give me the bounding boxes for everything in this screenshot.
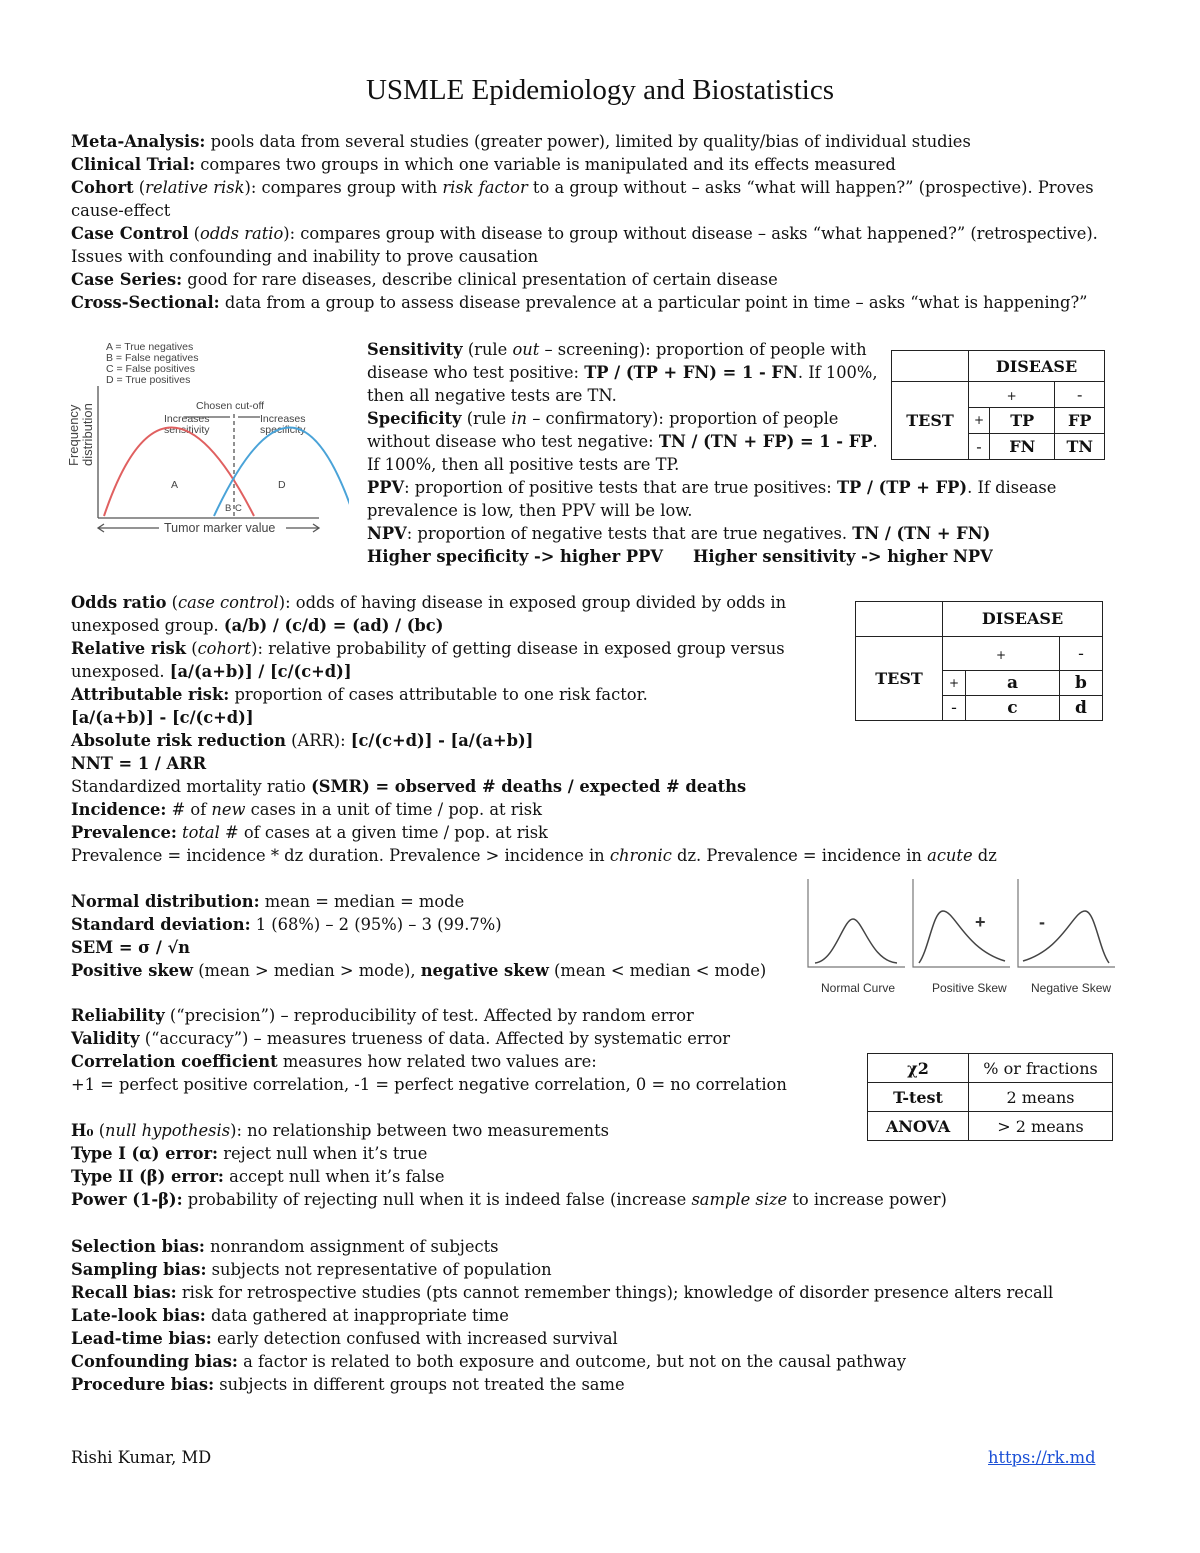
incidence-line: Incidence: # of new cases in a unit of time / pop. at risk [71,800,542,819]
specificity-line-3: If 100%, then all positive tests are TP. [367,455,680,474]
region-b: B [225,503,232,514]
cutoff-label: Chosen cut-off [196,400,265,412]
study-cross-sectional: Cross-Sectional: data from a group to assess disease prevalence at a particular point in time – asks “what is happening?” [71,293,1088,312]
page-title: USMLE Epidemiology and Biostatistics [365,74,834,106]
stats-use: > 2 means [969,1112,1113,1141]
biases-section [71,1235,1053,1396]
sensitivity-line-1: Sensitivity (rule out – screening): proportion of people with [367,340,867,359]
x-axis-label: Tumor marker value [164,521,276,535]
table2-header-test: TEST [856,637,943,721]
correlation-values-line: +1 = perfect positive correlation, -1 = perfect negative correlation, 0 = no correlation [71,1075,787,1094]
cell-a: a [1006,673,1018,693]
footer-link[interactable]: https://rk.md [988,1448,1096,1467]
right-arrow-label-1: Increases [260,413,306,425]
correlation-line: Correlation coefficient measures how related two values are: [71,1052,597,1071]
study-types-section [71,130,1098,314]
odds-ratio-line-1: Odds ratio (case control): odds of having disease in exposed group divided by odds in [71,593,787,612]
npv-line: NPV: proportion of negative tests that are true negatives. TN / (TN + FN) [367,524,991,543]
ppv-line-1: PPV: proportion of positive tests that are true positives: TP / (TP + FP). If disease [367,478,1057,497]
distribution-curves-figure [805,879,1120,999]
negative-axis [1018,879,1115,967]
relative-risk-line-2: unexposed. [a/(a+b)] / [c/(c+d)] [71,662,352,681]
region-a: A [171,479,179,491]
abcd-table [855,601,1103,721]
distribution-section [71,890,766,982]
table2-corner [856,602,943,637]
sem-line: SEM = σ / √n [71,938,190,957]
standard-deviation-line: Standard deviation: 1 (68%) – 2 (95%) – 3 (99.7%) [71,915,502,934]
footer-author: Rishi Kumar, MD [71,1448,212,1467]
stats-row [868,1083,1113,1112]
table-row-minus: - FN [969,434,1055,460]
power-line: Power (1-β): probability of rejecting null when it is indeed false (increase sample size to increase power) [71,1190,947,1209]
prevalence-relation-line: Prevalence = incidence * dz duration. Prevalence > incidence in chronic dz. Prevalence = incidence in acute dz [71,846,997,865]
positive-skew-curve [919,911,1005,963]
negative-distribution-curve [104,428,254,517]
negative-skew-label: Negative Skew [1031,981,1112,995]
smr-line: Standardized mortality ratio (SMR) = observed # deaths / expected # deaths [71,777,747,796]
study-case-control-cont: Issues with confounding and inability to prove causation [71,247,539,266]
cell-fn: FN [1009,437,1036,456]
study-cohort-cont: cause-effect [71,201,171,220]
left-arrow-label-1: Increases [164,413,210,425]
table2-col-plus: + [943,637,1060,671]
legend-c: C = False positives [106,363,195,375]
table-row-plus: + TP [969,408,1055,434]
cell-fp: FP [1055,408,1105,434]
cell-c: c [1007,698,1018,718]
bias-item: Procedure bias: subjects in different groups not treated the same [71,1375,625,1394]
type-2-error-line: Type II (β) error: accept null when it’s false [71,1167,445,1186]
specificity-line-1: Specificity (rule in – confirmatory): proportion of people [367,409,839,428]
study-cohort: Cohort (relative risk): compares group with risk factor to a group without – asks “what will happen?” (prospective). Proves [71,178,1094,197]
sensitivity-specificity-figure [64,338,349,543]
y-axis-label-1: Frequency [66,404,81,466]
table-corner [892,351,969,382]
reliability-line: Reliability (“precision”) – reproducibility of test. Affected by random error [71,1006,694,1025]
stats-test: T-test [868,1083,969,1112]
study-case-series: Case Series: good for rare diseases, describe clinical presentation of certain disease [71,270,778,289]
type-1-error-line: Type I (α) error: reject null when it’s true [71,1144,428,1163]
table2-row-plus: + a [943,671,1060,696]
bias-item: Confounding bias: a factor is related to both exposure and outcome, but not on the causal pathway [71,1352,907,1371]
sensitivity-line-2: disease who test positive: TP / (TP + FN) = 1 - FN. If 100%, [367,363,878,382]
study-meta-analysis: Meta-Analysis: pools data from several studies (greater power), limited by quality/bias of individual studies [71,132,971,151]
prevalence-line: Prevalence: total # of cases at a given time / pop. at risk [71,823,548,842]
table2-header-disease: DISEASE [943,602,1103,637]
normal-distribution-line: Normal distribution: mean = median = mode [71,892,465,911]
legend-d: D = True positives [106,374,191,386]
validity-line: Validity (“accuracy”) – measures trueness of data. Affected by systematic error [71,1029,731,1048]
attributable-risk-line-1: Attributable risk: proportion of cases attributable to one risk factor. [71,685,648,704]
bias-item: Late-look bias: data gathered at inappropriate time [71,1306,509,1325]
reliability-section [71,1004,787,1096]
higher-line: Higher specificity -> higher PPV Higher sensitivity -> higher NPV [367,547,993,566]
negative-sign: - [1039,912,1045,932]
relative-risk-line-1: Relative risk (cohort): relative probability of getting disease in exposed group versus [71,639,785,658]
normal-axis [808,879,905,967]
ppv-line-2: prevalence is low, then PPV will be low. [367,501,693,520]
sensitivity-line-3: then all negative tests are TN. [367,386,617,405]
cell-b: b [1059,671,1102,696]
table-col-plus: + [969,382,1055,408]
cell-tp: TP [1010,411,1035,430]
positive-axis [913,879,1010,967]
positive-sign: + [975,912,986,932]
stats-use: % or fractions [969,1054,1113,1083]
odds-ratio-line-2: unexposed group. (a/b) / (c/d) = (ad) / (bc) [71,616,444,635]
null-hypothesis-line: H₀ (null hypothesis): no relationship between two measurements [71,1121,610,1140]
legend-a: A = True negatives [106,341,194,353]
negative-skew-curve [1023,911,1109,963]
table-header-disease: DISEASE [969,351,1105,382]
bias-item: Lead-time bias: early detection confused with increased survival [71,1329,618,1348]
study-case-control: Case Control (odds ratio): compares group with disease to group without disease – asks “what happened?” (retrospective). [71,224,1098,243]
sensitivity-table [891,350,1105,460]
bias-item: Selection bias: nonrandom assignment of subjects [71,1237,499,1256]
hypothesis-section [71,1119,947,1211]
table-col-minus: - [1055,382,1105,408]
table2-row-minus: - c [943,696,1060,721]
table2-col-minus: - [1059,637,1102,671]
skew-line: Positive skew (mean > median > mode), negative skew (mean < median < mode) [71,961,767,980]
attributable-risk-line-2: [a/(a+b)] - [c/(c+d)] [71,708,254,727]
stats-test: ANOVA [868,1112,969,1141]
cell-tn: TN [1055,434,1105,460]
legend-b: B = False negatives [106,352,199,364]
stats-row [868,1054,1113,1083]
right-arrow-label-2: specificity [260,424,306,436]
bias-item: Recall bias: risk for retrospective studies (pts cannot remember things); knowledge of disorder presence alters recall [71,1283,1054,1302]
normal-curve [815,919,897,963]
region-d: D [278,479,286,491]
specificity-line-2: without disease who test negative: TN / (TN + FP) = 1 - FP. [367,432,878,451]
y-axis-label-2: distribution [80,403,95,466]
arr-line: Absolute risk reduction (ARR): [c/(c+d)] - [a/(a+b)] [71,731,534,750]
bias-item: Sampling bias: subjects not representative of population [71,1260,552,1279]
normal-curve-label: Normal Curve [821,981,896,995]
nnt-line: NNT = 1 / ARR [71,754,207,773]
stats-test: χ2 [868,1054,969,1083]
table-header-test: TEST [892,382,969,460]
left-arrow-label-2: sensitivity [164,424,210,436]
cell-d: d [1059,696,1102,721]
region-c: C [235,503,242,514]
stats-use: 2 means [969,1083,1113,1112]
positive-skew-label: Positive Skew [932,981,1007,995]
study-clinical-trial: Clinical Trial: compares two groups in which one variable is manipulated and its effects measured [71,155,896,174]
